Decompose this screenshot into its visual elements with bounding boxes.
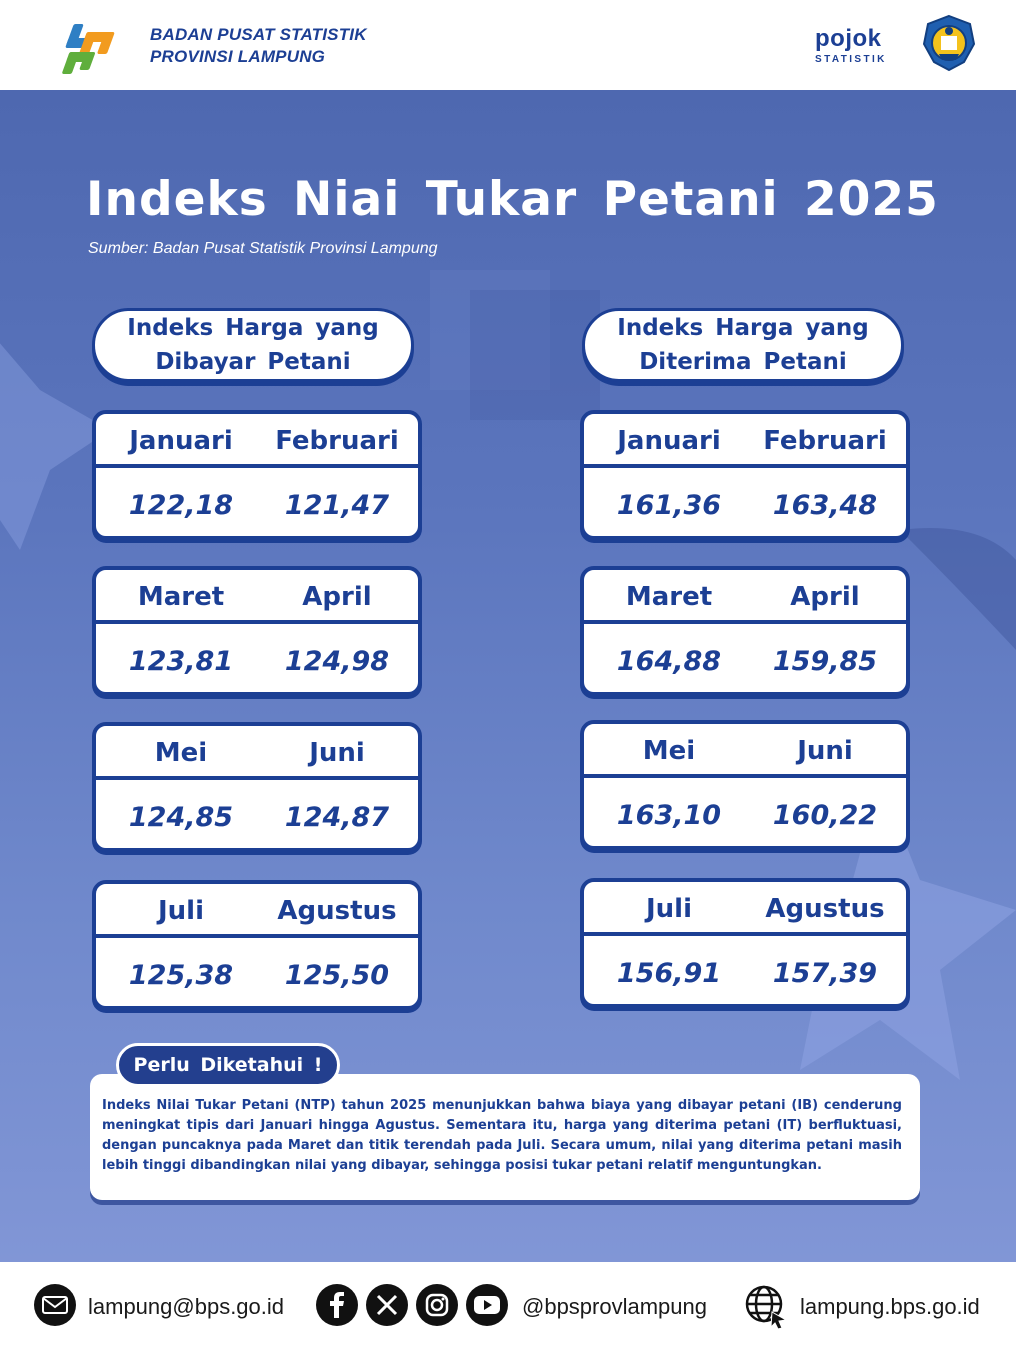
index-value: 164,88 [616,646,722,677]
section-title-ib-line1: Indeks Harga yang [127,315,379,341]
month-label: Juli [157,896,204,926]
month-label: Januari [129,426,233,456]
section-title-it-line2: Diterima Petani [639,349,847,375]
it-card-jan-feb [580,410,910,540]
month-label: Mei [154,738,208,768]
social-handle[interactable]: @bpsprovlampung [522,1294,707,1319]
index-value: 122,18 [128,490,234,521]
index-value: 124,98 [284,646,390,677]
index-value: 159,85 [772,646,878,677]
it-card-jul-agu [580,878,910,1008]
website-link[interactable]: lampung.bps.go.id [800,1294,980,1319]
index-value: 156,91 [616,958,722,989]
month-label: Agustus [765,894,885,924]
note-box [90,1074,920,1200]
section-title-it [582,308,904,382]
month-label: Januari [617,426,721,456]
email-link[interactable]: lampung@bps.go.id [88,1294,285,1319]
it-card-mei-jun [580,720,910,850]
x-icon[interactable] [366,1284,408,1326]
footer [0,1262,1016,1350]
university-seal-icon [920,14,978,72]
index-value: 124,85 [128,802,234,833]
source-caption: Sumber: Badan Pusat Statistik Provinsi Lampung [88,240,438,257]
month-label: Maret [137,582,225,612]
month-label: Agustus [277,896,397,926]
month-label: Februari [275,426,399,456]
ib-card-mei-jun [92,722,422,852]
index-value: 121,47 [284,490,390,521]
month-label: Juni [797,736,853,766]
pojok-sub: STATISTIK [815,54,887,65]
org-line-1: BADAN PUSAT STATISTIK [150,25,367,44]
month-label: Juli [645,894,692,924]
bps-logo-icon [52,18,132,78]
section-title-ib [92,308,414,382]
index-value: 161,36 [616,490,722,521]
globe-icon[interactable] [742,1282,790,1330]
org-line-2: PROVINSI LAMPUNG [150,47,326,66]
index-value: 163,10 [616,800,722,831]
instagram-icon[interactable] [416,1284,458,1326]
pojok-word: pojok [815,25,882,52]
organization-name [150,24,367,68]
facebook-icon[interactable] [316,1284,358,1326]
pojok-statistik-logo [815,26,905,74]
index-value: 123,81 [128,646,234,677]
month-label: April [790,582,860,612]
index-value: 125,50 [284,960,390,991]
page-title: Indeks Niai Tukar Petani 2025 [86,172,939,227]
month-label: Maret [625,582,713,612]
index-value: 124,87 [284,802,390,833]
section-title-ib-line2: Dibayar Petani [155,349,351,375]
month-label: Mei [642,736,696,766]
it-card-mar-apr [580,566,910,696]
note-text: Indeks Nilai Tukar Petani (NTP) tahun 2025 menunjukkan bahwa biaya yang dibayar petani (IB) cenderung meningkat tipis dari Januari hingga Agustus. Sementara itu, harga yang diterima petani (IT) berfluktuasi, dengan puncaknya pada Maret dan titik terendah pada Juli. Secara umum, nilai yang diterima petani masih lebih tinggi dibandingkan nilai yang dibayar, sehingga posisi tukar petani relatif menguntungkan. [102,1098,902,1173]
main-panel [0,90,1016,1262]
section-title-it-line1: Indeks Harga yang [617,315,869,341]
month-label: Juni [309,738,365,768]
index-value: 125,38 [128,960,234,991]
ib-card-mar-apr [92,566,422,696]
index-value: 163,48 [772,490,878,521]
month-label: April [302,582,372,612]
ib-card-jul-agu [92,880,422,1010]
ib-card-jan-feb [92,410,422,540]
index-value: 157,39 [772,958,878,989]
header [0,0,1016,90]
month-label: Februari [763,426,887,456]
youtube-icon[interactable] [466,1284,508,1326]
note-tab: Perlu Diketahui ! [116,1043,340,1087]
mail-icon[interactable] [34,1284,76,1326]
index-value: 160,22 [772,800,878,831]
